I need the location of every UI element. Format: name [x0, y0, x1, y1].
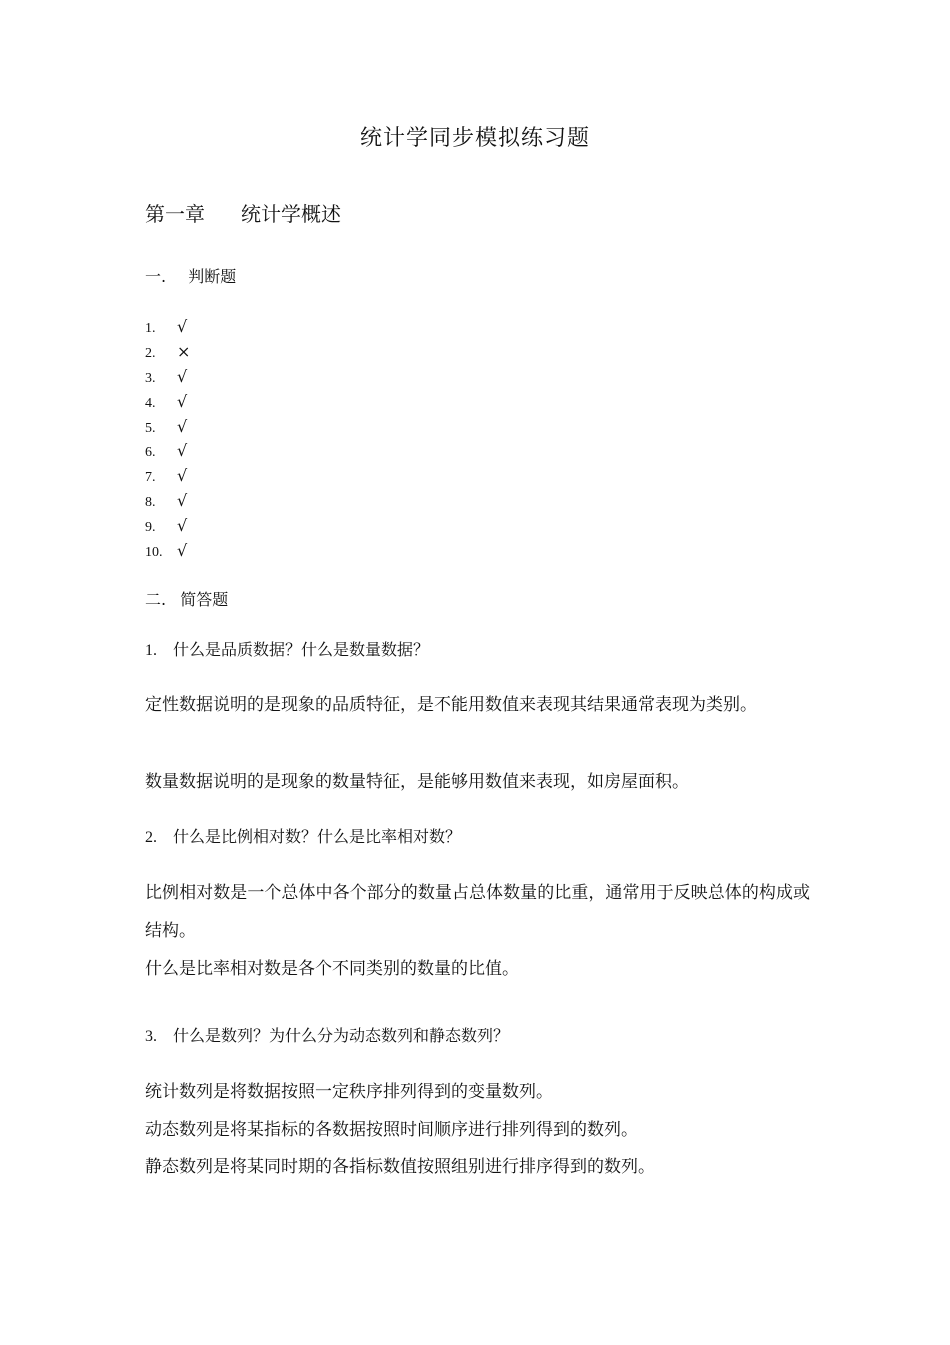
answer-mark: √ — [177, 541, 188, 561]
answer-line: 静态数列是将某同时期的各指标数值按照组别进行排序得到的数列。 — [145, 1157, 655, 1177]
item-number: 1. — [145, 321, 156, 336]
judgement-answer-list — [145, 315, 190, 564]
answer-mark: × — [177, 341, 191, 361]
list-item — [145, 415, 190, 440]
item-number: 3. — [145, 370, 156, 386]
chapter-name: 统计学概述 — [241, 202, 341, 226]
answer-mark: √ — [177, 441, 188, 461]
item-number: 9. — [145, 520, 156, 536]
list-item — [145, 539, 190, 564]
section-name: 简答题 — [180, 590, 229, 609]
item-number: 2. — [145, 345, 156, 361]
answer-line: 动态数列是将某指标的各数据按照时间顺序进行排列得到的数列。 — [145, 1120, 638, 1140]
section-name: 判断题 — [188, 267, 237, 286]
question-3 — [145, 1024, 509, 1049]
item-number: 10. — [145, 545, 163, 561]
answer-mark: √ — [177, 366, 188, 386]
answer-paragraph: 定性数据说明的是现象的品质特征，是不能用数值来表现其结果通常表现为类别。 — [145, 695, 757, 715]
answer-mark: √ — [177, 466, 188, 486]
document-title: 统计学同步模拟练习题 — [359, 126, 590, 151]
list-item — [145, 390, 190, 415]
question-text: 什么是数列？为什么分为动态数列和静态数列？ — [173, 1026, 510, 1045]
question-number: 2. — [145, 829, 157, 846]
answer-mark: √ — [177, 391, 188, 411]
answer-line: 什么是比率相对数是各个不同类别的数量的比值。 — [145, 959, 519, 979]
answer-paragraph: 比例相对数是一个总体中各个部分的数量占总体数量的比重，通常用于反映总体的构成或结构。 — [145, 883, 810, 941]
list-item — [145, 489, 190, 514]
item-number: 4. — [145, 395, 156, 411]
item-number: 6. — [145, 445, 156, 461]
answer-mark: √ — [177, 491, 188, 511]
answer-line: 统计数列是将数据按照一定秩序排列得到的变量数列。 — [145, 1082, 553, 1102]
item-number: 5. — [145, 420, 156, 436]
chapter-heading — [145, 198, 341, 230]
list-item — [145, 514, 190, 539]
list-item — [145, 315, 190, 340]
question-text: 什么是比例相对数？什么是比率相对数？ — [173, 827, 462, 846]
section-heading-short-answer — [145, 588, 228, 612]
list-item — [145, 340, 190, 365]
answer-line: 数量数据说明的是现象的数量特征，是能够用数值来表现，如房屋面积。 — [145, 772, 689, 792]
list-item — [145, 439, 190, 464]
section-label: 二. — [145, 590, 167, 609]
section-heading-judgement — [145, 265, 236, 289]
question-text: 什么是品质数据？什么是数量数据？ — [173, 640, 430, 659]
answer-mark: √ — [177, 516, 188, 536]
section-label: 一. — [145, 267, 167, 286]
question-number: 3. — [145, 1028, 157, 1045]
item-number: 8. — [145, 495, 156, 511]
chapter-number: 第一章 — [145, 202, 205, 226]
list-item — [145, 464, 190, 489]
answer-mark: √ — [177, 317, 188, 336]
list-item — [145, 365, 190, 390]
question-1 — [145, 638, 429, 663]
question-number: 1. — [145, 642, 157, 659]
answer-mark: √ — [177, 416, 188, 436]
question-2 — [145, 825, 461, 850]
item-number: 7. — [145, 470, 156, 486]
